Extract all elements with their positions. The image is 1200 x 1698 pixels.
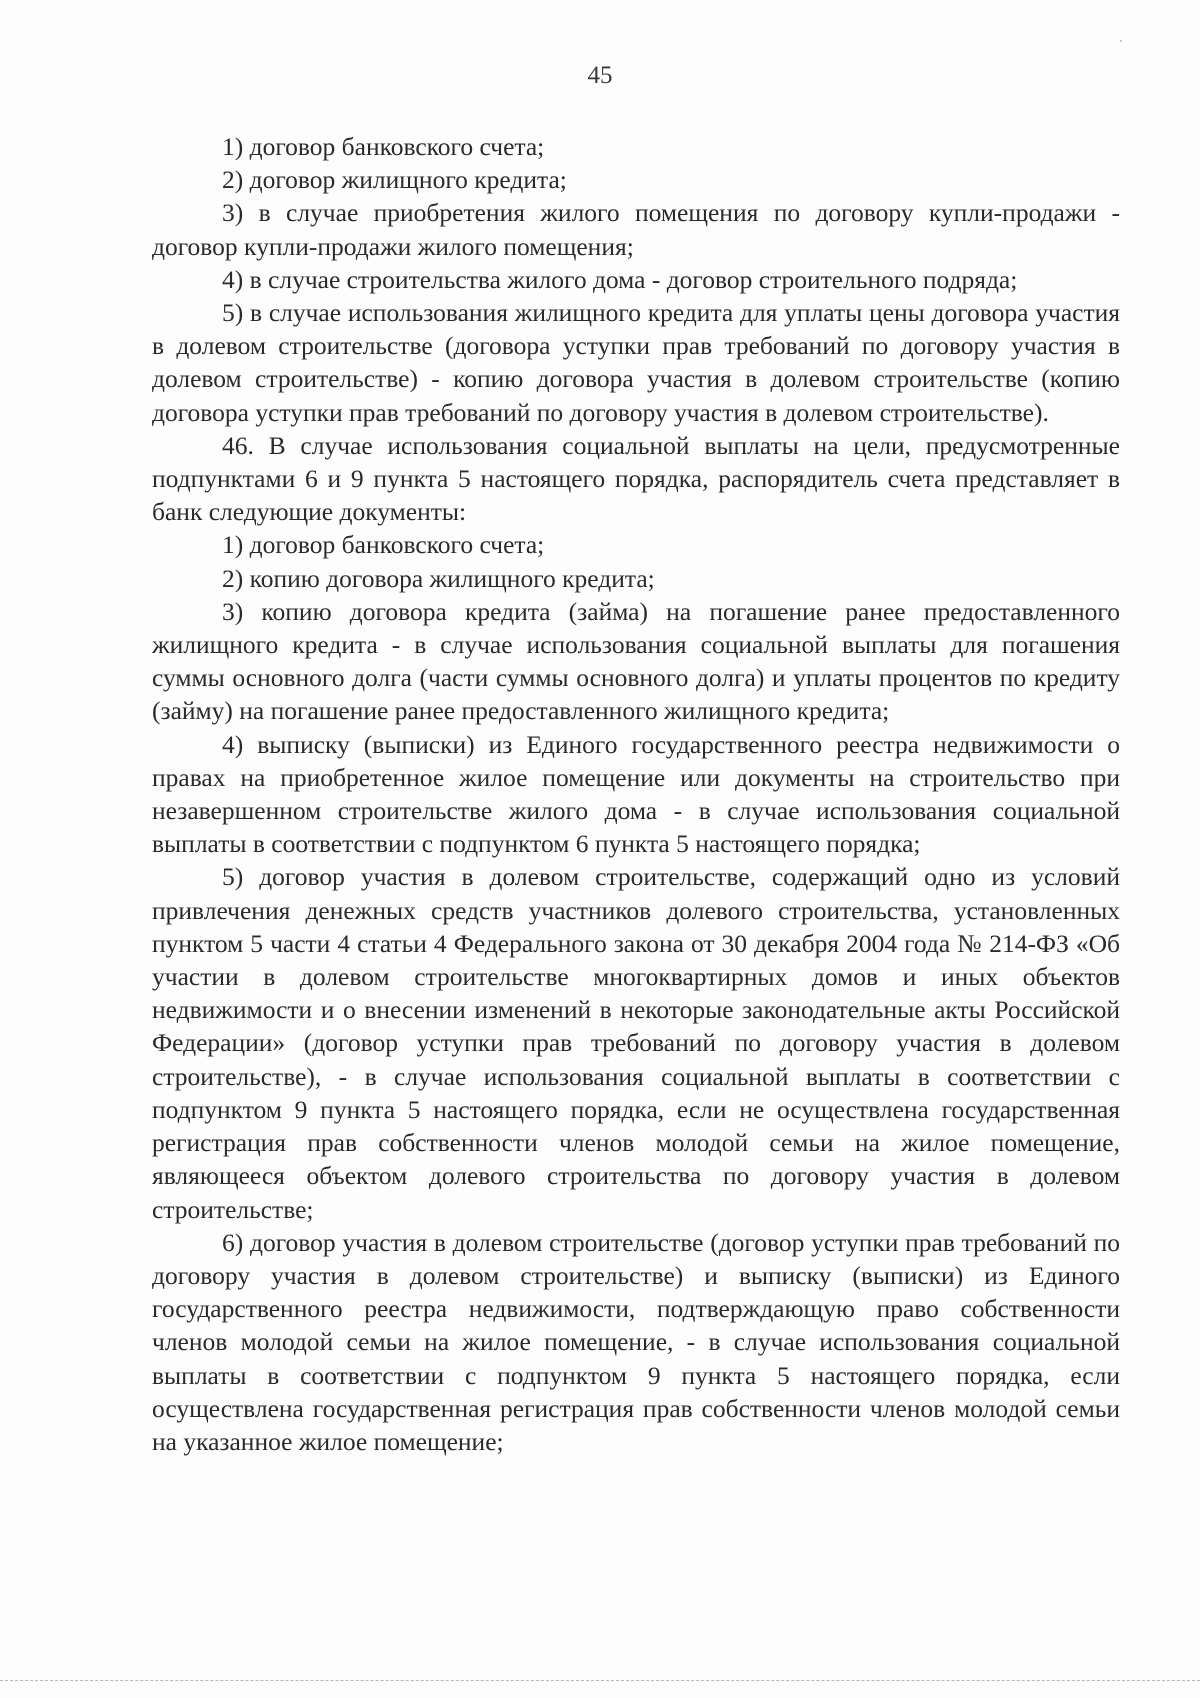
list-item-purchase-contract: 3) в случае приобретения жилого помещения по договору купли-продажи - договор купли-продажи жилого помещения; — [152, 198, 1120, 261]
bottom-scan-edge — [0, 1680, 1200, 1681]
list-item-bank-account-2: 1) договор банковского счета; — [222, 530, 545, 560]
list-item-shared-construction-registered: 6) договор участия в долевом строительстве (договор уступки прав требований по договору участия в долевом строительстве) и выписку (выписки) из Единого государственного реестра недвижимости, подтверждающую право собственности членов молодой семьи на жилое помещение, - в случае использования социальной выплаты в соответствии с подпунктом 9 пункта 5 настоящего порядка, если осуществлена государственная регистрация прав собственности членов молодой семьи на указанное жилое помещение; — [152, 1227, 1120, 1456]
page-number: 45 — [587, 62, 613, 89]
list-item-construction-contract: 4) в случае строительства жилого дома - договор строительного подряда; — [222, 264, 1018, 294]
list-item-housing-credit-copy: 2) копию договора жилищного кредита; — [222, 563, 655, 593]
list-item-bank-account: 1) договор банковского счета; — [222, 132, 545, 161]
list-item-shared-construction: 5) в случае использования жилищного кредита для уплаты цены договора участия в долевом строительстве (договора уступки прав требований по договору участия в долевом строительстве) - копию договора участия в долевом строительстве (копию договора уступки прав требований по договору участия в долевом строительстве). — [152, 298, 1120, 427]
section-46-heading: 46. В случае использования социальной выплаты на цели, предусмотренные подпунктами 6 и 9 пункта 5 настоящего порядка, распорядитель счета представляет в банк следующие документы: — [152, 430, 1120, 527]
list-item-shared-construction-unregistered: 5) договор участия в долевом строительстве, содержащий одно из условий привлечения денежных средств участников долевого строительства, установленных пунктом 5 части 4 статьи 4 Федерального закона от 30 декабря 2004 года № 214-ФЗ «Об участии в долевом строительстве многоквартирных домов и иных объектов недвижимости и о внесении изменений в некоторые законодательные акты Российской Федерации» (договор уступки прав требований по договору участия в долевом строительстве), - в случае использования социальной выплаты в соответствии с подпунктом 9 пункта 5 настоящего порядка, если не осуществлена государственная регистрация прав собственности членов молодой семьи на жилое помещение, являющееся объектом долевого строительства по договору участия в долевом строительстве; — [152, 862, 1120, 1224]
scan-speck — [1120, 40, 1122, 42]
list-item-loan-refinance: 3) копию договора кредита (займа) на погашение ранее предоставленного жилищного кредита - в случае использования социальной выплаты для погашения суммы основного долга (части суммы основного долга) и уплаты процентов по кредиту (займу) на погашение ранее предоставленного жилищного кредита; — [152, 596, 1120, 726]
list-item-registry-extract: 4) выписку (выписки) из Единого государственного реестра недвижимости о правах на приобретенное жилое помещение или документы на строительство при незавершенном строительстве жилого дома - в случае использования социальной выплаты в соответствии с подпунктом 6 пункта 5 настоящего порядка; — [152, 729, 1120, 859]
document-body — [152, 130, 1120, 1458]
list-item-housing-credit: 2) договор жилищного кредита; — [222, 165, 567, 195]
